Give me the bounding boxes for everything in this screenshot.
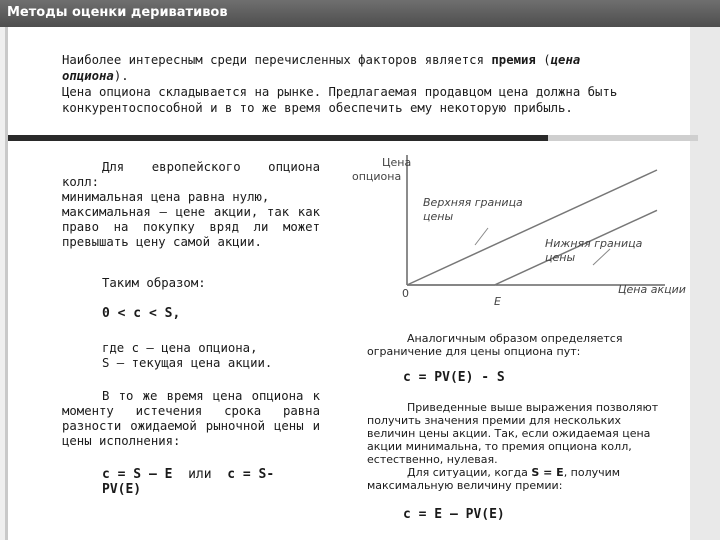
max-premium-text <box>367 466 667 492</box>
european-call: Для европейского опциона колл: <box>62 160 320 189</box>
formula-put: c = PV(E) - S <box>403 370 505 385</box>
intro-line4: конкурентоспособной и в то же время обеспечить ему некоторую прибыль. <box>62 101 573 115</box>
y-label-1: Цена <box>382 156 412 169</box>
intro-line3: Цена опциона складывается на рынке. Предлагаемая продавцом цена должна быть <box>62 85 618 99</box>
s-eq-e-post: , получим максимальную величину премии: <box>367 466 621 492</box>
title-bar <box>0 0 720 27</box>
lower-callout <box>593 249 610 265</box>
right-band <box>690 27 720 540</box>
page-title: Методы оценки деривативов <box>7 5 228 20</box>
left-column <box>62 160 320 497</box>
def-c: где с — цена опциона, <box>102 341 258 355</box>
intro-price: цена <box>550 53 581 67</box>
lower-label-1: Нижняя граница <box>545 237 643 250</box>
upper-label-2: цены <box>423 210 454 223</box>
intro-paren: ( <box>535 53 551 67</box>
premium-text: Приведенные выше выражения позволяют получить значения премии для нескольких величин цены акции. Так, если ожидаемая цена акции минимальна, то премия опциона колл, естественно, нулевая. <box>367 401 659 466</box>
upper-callout <box>475 228 488 245</box>
y-label-2: опциона <box>352 170 402 183</box>
right-column <box>367 332 667 521</box>
formula-bounds: 0 < c < S, <box>102 306 181 321</box>
origin-label: 0 <box>402 287 409 300</box>
x-label: Цена акции <box>618 283 686 296</box>
upper-label-1: Верхняя граница <box>423 196 523 209</box>
formula-expiry <box>62 467 320 497</box>
expiry-text: В то же время цена опциона к моменту истечения срока равна разности ожидаемой рыночной цены и цены исполнения: <box>62 389 320 448</box>
thus-label: Таким образом: <box>102 276 206 290</box>
intro-line1: Наиболее интересным среди перечисленных факторов является <box>62 53 492 67</box>
s-eq-e: S = E <box>531 466 564 479</box>
def-s: S — текущая цена акции. <box>102 356 273 370</box>
divider-dark <box>8 135 548 141</box>
max-price: максимальная — цене акции, так как право на покупку вряд ли может превышать цену самой акции. <box>62 205 320 249</box>
s-eq-e-pre: Для ситуации, когда <box>407 466 532 479</box>
formula-max: c = E — PV(E) <box>403 507 505 522</box>
min-price: минимальная цена равна нулю, <box>62 190 270 204</box>
option-price-chart <box>340 150 686 320</box>
divider-light <box>548 135 698 141</box>
x-tick-e: E <box>494 295 501 308</box>
intro-option: опциона <box>62 69 114 83</box>
formula-or: или <box>188 467 212 482</box>
intro-close: ). <box>113 69 129 83</box>
put-text: Аналогичным образом определяется ограничение для цены опциона пут: <box>367 332 623 358</box>
intro-premium: премия <box>491 53 536 67</box>
lower-label-2: цены <box>545 251 576 264</box>
intro-text <box>62 52 672 116</box>
left-band-accent <box>5 27 8 540</box>
formula-c-s-e: c = S – E <box>102 467 173 482</box>
formula-c-pv: c = S- PV(E) <box>102 467 275 497</box>
